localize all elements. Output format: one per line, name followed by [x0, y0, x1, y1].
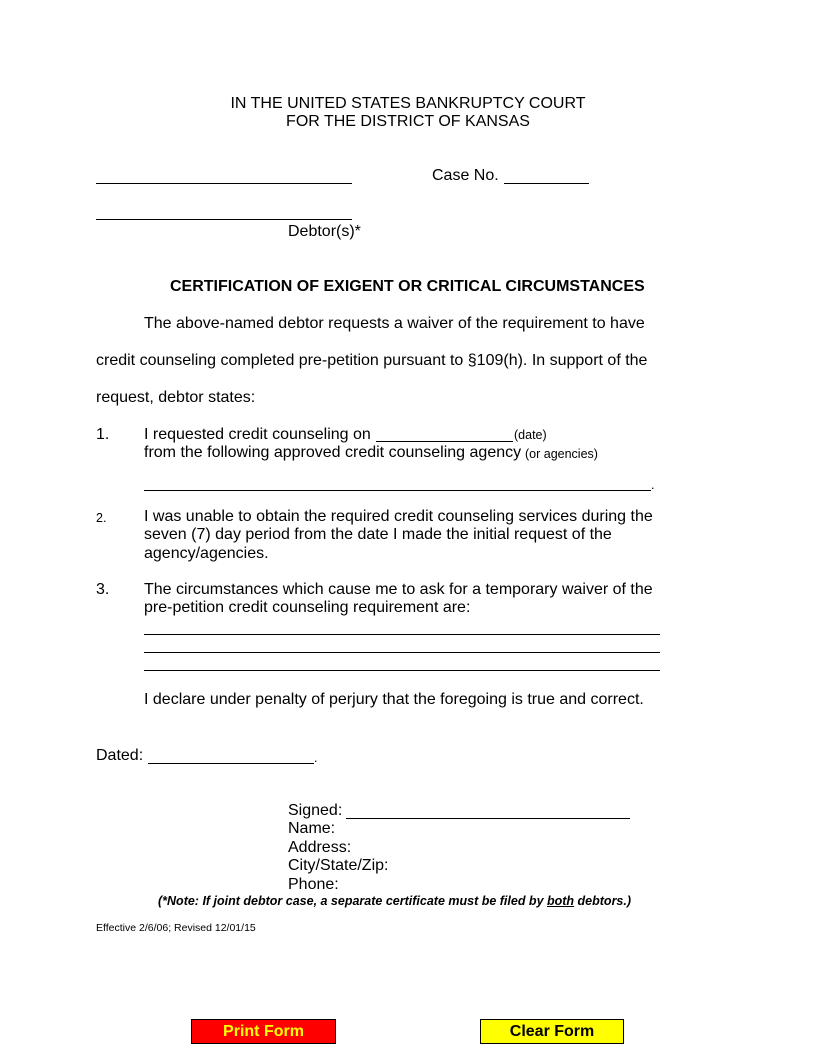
item-1-date-line	[376, 441, 513, 442]
counseling-date-field[interactable]	[377, 425, 512, 441]
circumstances-field-2[interactable]	[145, 636, 659, 652]
dated-label: Dated:	[96, 747, 144, 764]
agency-line	[144, 490, 651, 491]
item-2-line3: agency/agencies.	[144, 545, 269, 562]
item-1-line1: I requested credit counseling on	[144, 426, 371, 443]
intro-line2: credit counseling completed pre-petition pursuant to §109(h). In support of the	[96, 352, 648, 369]
item-1-date-note: (date)	[514, 428, 547, 442]
court-district-line2: FOR THE DISTRICT OF KANSAS	[286, 113, 530, 130]
name-field[interactable]	[338, 821, 638, 838]
item-2-number: 2.	[96, 511, 107, 525]
address-field[interactable]	[352, 840, 638, 857]
item-3-line1: The circumstances which cause me to ask for a temporary waiver of the	[144, 581, 653, 598]
name-label: Name:	[288, 820, 336, 837]
debtor-name-field-1[interactable]	[98, 166, 350, 183]
city-state-zip-field[interactable]	[392, 858, 638, 875]
item-3-number: 3.	[96, 581, 110, 598]
note-text-before: (*Note: If joint debtor case, a separate certificate must be filed by	[158, 894, 547, 908]
case-no-line	[504, 183, 589, 184]
phone-field[interactable]	[342, 877, 638, 894]
effective-date: Effective 2/6/06; Revised 12/01/15	[96, 922, 256, 934]
circumstances-line-2	[144, 652, 660, 653]
note-text-after: debtors.)	[574, 894, 632, 908]
debtor-name-field-2[interactable]	[98, 202, 350, 219]
agency-line-period: .	[651, 478, 655, 492]
address-label: Address:	[288, 839, 352, 856]
circumstances-line-3	[144, 670, 660, 671]
debtor-name-line-1[interactable]	[96, 183, 352, 184]
court-name-line1: IN THE UNITED STATES BANKRUPTCY COURT	[230, 95, 586, 112]
circumstances-line-1	[144, 634, 660, 635]
item-2-line1: I was unable to obtain the required credit counseling services during the	[144, 508, 653, 525]
circumstances-field-1[interactable]	[145, 618, 659, 634]
signature-field[interactable]	[347, 801, 629, 818]
signature-line	[346, 818, 630, 819]
agency-field[interactable]	[145, 473, 650, 490]
debtor-label: Debtor(s)*	[288, 223, 361, 240]
clear-form-button[interactable]: Clear Form	[480, 1019, 624, 1044]
city-state-zip-label: City/State/Zip:	[288, 857, 389, 874]
dated-line	[148, 763, 314, 764]
item-1-number: 1.	[96, 426, 110, 443]
phone-label: Phone:	[288, 876, 339, 893]
item-3-line2: pre-petition credit counseling requirement are:	[144, 599, 471, 616]
declaration-text: I declare under penalty of perjury that the foregoing is true and correct.	[144, 691, 644, 708]
item-1-agency-note: (or agencies)	[525, 447, 598, 461]
dated-period: .	[314, 751, 318, 765]
page-title: CERTIFICATION OF EXIGENT OR CRITICAL CIRCUMSTANCES	[170, 278, 645, 295]
note-emphasis: both	[547, 894, 575, 908]
intro-line1: The above-named debtor requests a waiver of the requirement to have	[144, 315, 645, 332]
intro-line3: request, debtor states:	[96, 389, 256, 406]
item-2-line2: seven (7) day period from the date I made the initial request of the	[144, 526, 612, 543]
circumstances-field-3[interactable]	[145, 654, 659, 670]
debtor-name-line-2	[96, 219, 352, 220]
case-no-label: Case No.	[432, 167, 499, 184]
joint-debtor-note	[158, 894, 631, 908]
signed-label: Signed:	[288, 802, 343, 819]
print-form-button[interactable]: Print Form	[191, 1019, 336, 1044]
item-1-line2: from the following approved credit counseling agency	[144, 444, 522, 461]
case-no-field[interactable]	[505, 166, 588, 183]
dated-field[interactable]	[149, 746, 313, 763]
